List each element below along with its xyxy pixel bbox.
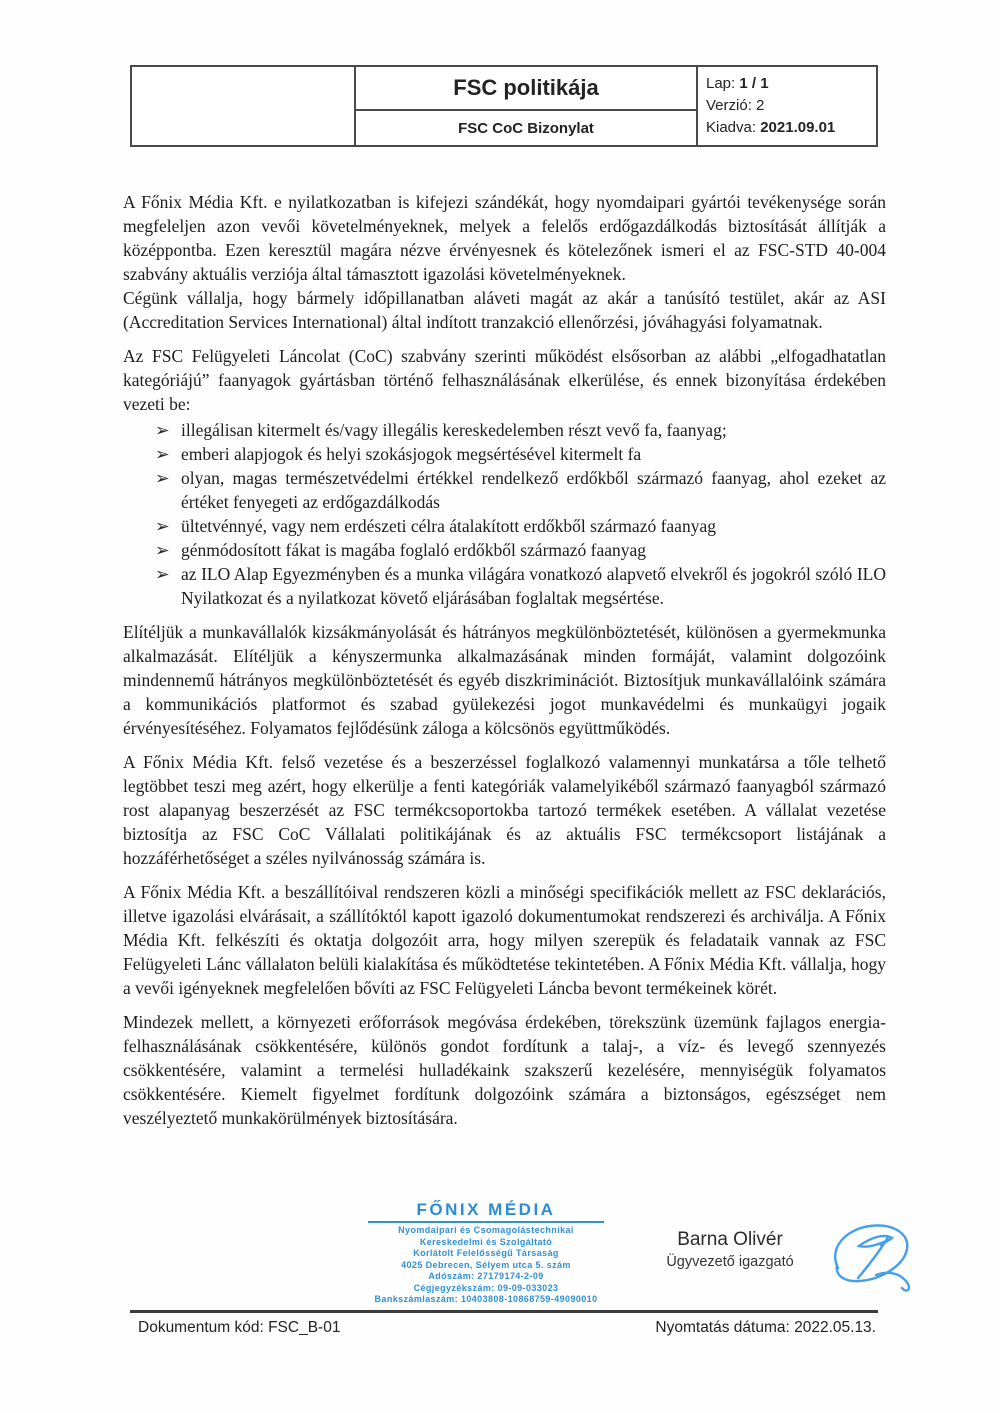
stamp-line: 4025 Debrecen, Sélyem utca 5. szám <box>401 1259 571 1270</box>
list-item: ➢ emberi alapjogok és helyi szokásjogok megsértésével kitermelt fa <box>155 444 642 464</box>
stamp-line: Kereskedelmi és Szolgáltató <box>419 1236 553 1247</box>
stamp-company-name: FŐNIX MÉDIA <box>368 1200 604 1223</box>
stamp-line: Nyomdaipari és Csomagolástechnikai <box>398 1225 574 1235</box>
logo-cell <box>132 67 356 145</box>
list-item: ➢ olyan, magas természetvédelmi értékkel rendelkező erdőkből származó faanyag, ahol ezeket az értéket fenyegeti az erdőgazdálkodás <box>155 468 886 512</box>
paragraph: A Főnix Média Kft. a beszállítóival rendszeren közli a minőségi specifikációk mellett az FSC deklarációs, illetve igazolási elvárásait, a szállítóktól kapott igazoló dokumentumokat rendszerezi és archiválja. A Főnix Média Kft. felkészíti és oktatja dolgozóit arra, hogy milyen szerepük és feladataik vannak az FSC Felügyeleti Lánc vállalaton belüli kialakítása és működtetése tekintetében. A Főnix Média Kft. vállalja, hogy a vevői igényeknek megfelelően bővíti az FSC Felügyeleti Láncba bevont termékeinek körét. <box>123 882 886 998</box>
signature-scribble-icon <box>818 1218 918 1303</box>
stamp-line: Cégjegyzékszám: 09-09-033023 <box>413 1282 559 1293</box>
arrow-bullet-icon: ➢ <box>155 468 170 488</box>
list-item: ➢ génmódosított fákat is magába foglaló erdőkből származó faanyag <box>155 540 647 560</box>
header-title-cell <box>356 67 698 145</box>
arrow-bullet-icon: ➢ <box>155 540 170 560</box>
list-item: ➢ ültetvénnyé, vagy nem erdészeti célra átalakított erdőkből származó faanyag <box>155 516 716 536</box>
signatory-name: Barna Olivér <box>677 1229 783 1250</box>
document-footer <box>130 1310 878 1337</box>
paragraph: Mindezek mellett, a környezeti erőforrások megóvása érdekében, törekszünk üzemünk fajlagos energia-felhasználásának csökkentésére, különös gondot fordítunk a talaj-, a víz- és levegő szennyezés csökkentésére, valamint a termelési hulladékaink szakszerű kezelésére, mennyiségük folyamatos csökkentésére. Kiemelt figyelmet fordítunk dolgozóink számára a biztonságos, egészséget nem veszélyeztető munkakörülmények biztosítására. <box>123 1012 886 1128</box>
paragraph: Az FSC Felügyeleti Láncolat (CoC) szabvány szerinti működést elsősorban az alábbi „elfogadhatatlan kategóriájú” faanyagok gyártásban történő felhasználásának elkerülése, és ennek bizonyítása érdekében vezeti be: <box>123 346 886 414</box>
stamp-line: Adószám: 27179174-2-09 <box>428 1271 544 1281</box>
paragraph: A Főnix Média Kft. felső vezetése és a beszerzéssel foglalkozó valamennyi munkatársa a tőle telhető legtöbbet teszi meg azért, hogy elkerülje a fenti kategóriák valamelyikéből származó faanyagból származó rost alapanyag beszerzését az FSC termékcsoportokba tartozó termékek esetében. A vállalat vezetése biztosítja az FSC CoC Vállalati politikájának és az aktuális FSC termékcsoport listájának a hozzáférhetőséget a széles nyilvánosság számára is. <box>123 752 886 868</box>
arrow-bullet-icon: ➢ <box>155 420 170 440</box>
stamp-line: Korlátolt Felelősségű Társaság <box>413 1248 559 1258</box>
arrow-bullet-icon: ➢ <box>155 516 170 536</box>
signatory-title: Ügyvezető igazgató <box>666 1254 794 1270</box>
issue-date: Kiadva: 2021.09.01 <box>706 119 836 136</box>
list-item: ➢ illegálisan kitermelt és/vagy illegális kereskedelemben részt vevő fa, faanyag; <box>155 420 727 440</box>
paragraph: Cégünk vállalja, hogy bármely időpillanatban aláveti magát az akár a tanúsító testület, akár az ASI (Accreditation Services International) által indított tranzakció ellenőrzési, jóváhagyási folyamatnak. <box>123 288 886 332</box>
header-meta-cell <box>698 67 876 145</box>
header-table <box>130 65 878 147</box>
page-count: Lap: 1 / 1 <box>706 75 769 92</box>
footer-print-date: Nyomtatás dátuma: 2022.05.13. <box>655 1319 876 1336</box>
company-stamp <box>368 1200 604 1306</box>
document-subtitle: FSC CoC Bizonylat <box>458 119 594 137</box>
list-item: ➢ az ILO Alap Egyezményben és a munka világára vonatkozó alapvető elvekről és jogokról szóló ILO Nyilatkozat és a nyilatkozat követő eljárásában foglaltak megsértése. <box>155 564 886 608</box>
version: Verzió: 2 <box>706 97 765 114</box>
stamp-line: Bankszámlaszám: 10403808-10868759-49090010 <box>374 1294 598 1304</box>
paragraph: Elítéljük a munkavállalók kizsákmányolását és hátrányos megkülönböztetését, különösen a gyermekmunka alkalmazását. Elítéljük a kényszermunka alkalmazásának minden formáját, valamint dolgozóink mindennemű hátrányos megkülönböztetését és egyéb diszkriminációt. Biztosítjuk munkavállalóink számára a kommunikációs platformot és szabad gyülekezési jogot munkavédelmi és munkaügyi jogaik érvényesítéséhez. Folyamatos fejlődésünk záloga a kölcsönös együttműködés. <box>123 622 886 738</box>
arrow-bullet-icon: ➢ <box>155 444 170 464</box>
document-body <box>123 190 886 1140</box>
arrow-bullet-icon: ➢ <box>155 564 170 584</box>
signatory-block <box>640 1228 820 1272</box>
document-title: FSC politikája <box>453 75 599 100</box>
paragraph: A Főnix Média Kft. e nyilatkozatban is kifejezi szándékát, hogy nyomdaipari gyártói tevékenysége során megfeleljen azon vevői követelményeknek, melyek a felelős erdőgazdálkodás biztosítását állítják a középpontba. Ezen keresztül magára nézve érvényesnek és kötelezőnek ismeri el az FSC-STD 40-004 szabvány aktuális verziója által támasztott igazolási követelményeknek. <box>123 192 886 284</box>
footer-doc-code: Dokumentum kód: FSC_B-01 <box>138 1319 341 1336</box>
unacceptable-categories-list <box>123 418 886 610</box>
